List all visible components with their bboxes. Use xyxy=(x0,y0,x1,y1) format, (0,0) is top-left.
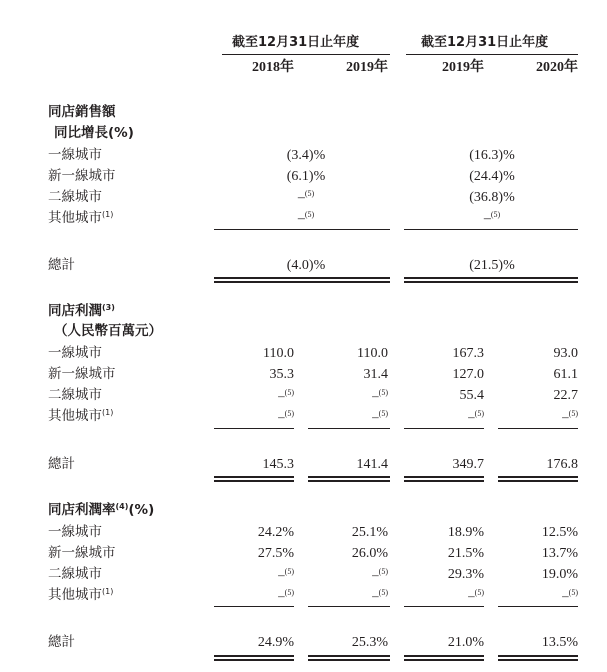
margin-total-cell: 21.0% xyxy=(447,635,484,650)
margin-title: 同店利潤率$^{(4)}$(%) xyxy=(48,502,155,518)
total-double-rule xyxy=(498,655,578,657)
margin-total-cell: 24.9% xyxy=(257,635,294,650)
margin-cell: 21.5% xyxy=(447,546,484,561)
sss-cell: –$^{(5)}$ xyxy=(297,189,315,205)
margin-cell: –$^{(5)}$ xyxy=(562,588,578,603)
profit-row-label: 一線城市 xyxy=(48,345,102,361)
margin-row-label: 一線城市 xyxy=(48,524,102,540)
subtotal-rule xyxy=(404,229,578,230)
profit-cell: 61.1 xyxy=(553,367,578,382)
total-double-rule xyxy=(214,655,294,657)
total-double-rule xyxy=(214,480,294,482)
profit-cell: 31.4 xyxy=(363,367,388,382)
total-double-rule xyxy=(404,277,578,279)
sss-cell: (6.1)% xyxy=(286,169,326,184)
profit-cell: 167.3 xyxy=(452,346,484,361)
total-double-rule xyxy=(404,476,484,478)
year-header-2020: 2020年 xyxy=(536,60,578,75)
profit-cell: 35.3 xyxy=(269,367,294,382)
margin-cell: –$^{(5)}$ xyxy=(278,567,294,582)
subtotal-rule xyxy=(214,606,294,607)
total-double-rule xyxy=(308,480,390,482)
profit-cell: 110.0 xyxy=(357,346,388,361)
sss-row-label: 一線城市 xyxy=(48,147,102,163)
profit-total-cell: 141.4 xyxy=(356,457,388,472)
profit-cell: 110.0 xyxy=(263,346,294,361)
margin-total-cell: 13.5% xyxy=(541,635,578,650)
total-double-rule xyxy=(404,655,484,657)
total-double-rule xyxy=(498,476,578,478)
margin-cell: 25.1% xyxy=(351,525,388,540)
year-header-2019a: 2019年 xyxy=(346,60,388,75)
margin-cell: 12.5% xyxy=(541,525,578,540)
margin-cell: 27.5% xyxy=(257,546,294,561)
margin-cell: –$^{(5)}$ xyxy=(468,588,484,603)
sss-total-label: 總計 xyxy=(48,257,75,273)
total-double-rule xyxy=(214,277,390,279)
margin-total-cell: 25.3% xyxy=(351,635,388,650)
margin-row-label: 二線城市 xyxy=(48,566,102,582)
profit-cell: 93.0 xyxy=(553,346,578,361)
subtotal-rule xyxy=(404,428,484,429)
profit-subtitle: （人民幣百萬元） xyxy=(54,323,162,339)
profit-cell: 55.4 xyxy=(459,388,484,403)
total-double-rule xyxy=(214,659,294,661)
margin-cell: –$^{(5)}$ xyxy=(372,588,388,603)
sss-total-cell: (21.5)% xyxy=(469,258,515,273)
sss-subtitle: 同比增長(%) xyxy=(54,125,134,141)
profit-row-label: 二線城市 xyxy=(48,387,102,403)
profit-cell: 127.0 xyxy=(452,367,484,382)
profit-total-cell: 176.8 xyxy=(546,457,578,472)
margin-cell: –$^{(5)}$ xyxy=(278,588,294,603)
sss-total-cell: (4.0)% xyxy=(286,258,326,273)
margin-cell: 18.9% xyxy=(447,525,484,540)
sss-cell: –$^{(5)}$ xyxy=(297,210,315,226)
total-double-rule xyxy=(308,655,390,657)
subtotal-rule xyxy=(404,606,484,607)
profit-cell: 22.7 xyxy=(553,388,578,403)
profit-title: 同店利潤$^{(3)}$ xyxy=(48,303,115,319)
subtotal-rule xyxy=(214,229,390,230)
profit-total-cell: 349.7 xyxy=(452,457,484,472)
sss-row-label: 其他城市$^{(1)}$ xyxy=(48,210,114,226)
subtotal-rule xyxy=(498,606,578,607)
profit-total-cell: 145.3 xyxy=(262,457,294,472)
profit-cell: –$^{(5)}$ xyxy=(372,388,388,403)
period-header-1: 截至12月31日止年度 xyxy=(232,35,360,50)
subtotal-rule xyxy=(308,428,390,429)
sss-row-label: 新一線城市 xyxy=(48,168,116,184)
year-header-2019b: 2019年 xyxy=(442,60,484,75)
profit-cell: –$^{(5)}$ xyxy=(468,409,484,424)
sss-cell: (3.4)% xyxy=(286,148,326,163)
margin-cell: 26.0% xyxy=(351,546,388,561)
margin-cell: 29.3% xyxy=(447,567,484,582)
total-double-rule xyxy=(498,480,578,482)
total-double-rule xyxy=(308,659,390,661)
profit-cell: –$^{(5)}$ xyxy=(278,409,294,424)
margin-cell: 24.2% xyxy=(257,525,294,540)
total-double-rule xyxy=(308,476,390,478)
total-double-rule xyxy=(214,476,294,478)
profit-cell: –$^{(5)}$ xyxy=(562,409,578,424)
margin-cell: –$^{(5)}$ xyxy=(372,567,388,582)
subtotal-rule xyxy=(214,428,294,429)
total-double-rule xyxy=(498,659,578,661)
margin-cell: 19.0% xyxy=(541,567,578,582)
sss-cell: –$^{(5)}$ xyxy=(483,210,501,226)
profit-row-label: 新一線城市 xyxy=(48,366,116,382)
sss-row-label: 二線城市 xyxy=(48,189,102,205)
year-header-2018: 2018年 xyxy=(252,60,294,75)
sss-cell: (24.4)% xyxy=(469,169,515,184)
sss-cell: (36.8)% xyxy=(469,190,515,205)
profit-total-label: 總計 xyxy=(48,456,75,472)
profit-row-label: 其他城市$^{(1)}$ xyxy=(48,408,114,424)
sss-title: 同店銷售額 xyxy=(48,104,116,120)
total-double-rule xyxy=(404,281,578,283)
subtotal-rule xyxy=(498,428,578,429)
period-underline-2 xyxy=(406,54,578,55)
total-double-rule xyxy=(404,480,484,482)
subtotal-rule xyxy=(308,606,390,607)
margin-total-label: 總計 xyxy=(48,634,75,650)
sss-cell: (16.3)% xyxy=(469,148,515,163)
total-double-rule xyxy=(214,281,390,283)
profit-cell: –$^{(5)}$ xyxy=(278,388,294,403)
period-underline-1 xyxy=(222,54,390,55)
margin-row-label: 其他城市$^{(1)}$ xyxy=(48,587,114,603)
margin-cell: 13.7% xyxy=(541,546,578,561)
margin-row-label: 新一線城市 xyxy=(48,545,116,561)
period-header-2: 截至12月31日止年度 xyxy=(421,35,549,50)
total-double-rule xyxy=(404,659,484,661)
profit-cell: –$^{(5)}$ xyxy=(372,409,388,424)
